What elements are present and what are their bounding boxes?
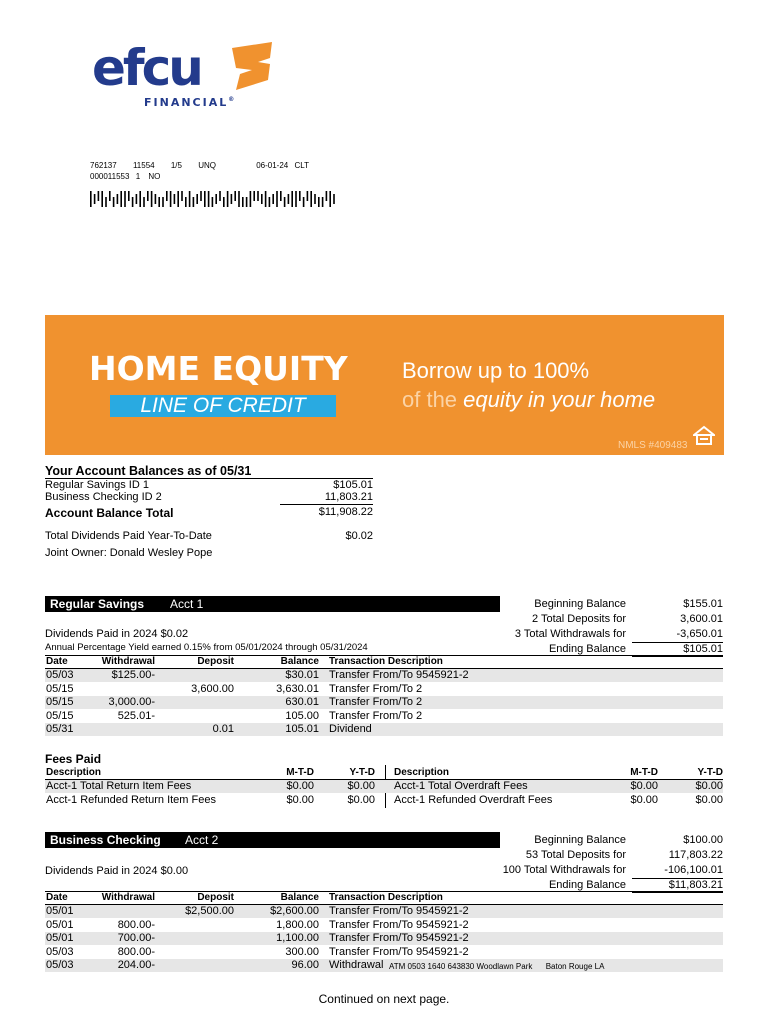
barcode-bar xyxy=(291,191,293,207)
fee-description: Acct-1 Total Return Item Fees xyxy=(46,780,192,792)
nmls-number: NMLS #409483 xyxy=(618,440,688,451)
barcode-bar xyxy=(124,191,126,207)
column-header: Y-T-D xyxy=(349,767,375,778)
home-equity-banner[interactable] xyxy=(45,315,724,467)
fee-description: Acct-1 Refunded Overdraft Fees xyxy=(394,794,553,806)
tx-balance: 1,100.00 xyxy=(276,932,319,945)
tx-balance: 105.00 xyxy=(285,709,319,722)
column-header: M-T-D xyxy=(630,767,658,778)
barcode-bar xyxy=(318,197,320,207)
savings-account-name: Regular Savings xyxy=(50,597,145,611)
column-header: Withdrawal xyxy=(101,892,155,903)
barcode-bar xyxy=(113,197,115,207)
tx-withdrawal: 204.00- xyxy=(117,959,155,972)
checking-dividends-paid: Dividends Paid in 2024 $0.00 xyxy=(45,865,189,877)
barcode-bar xyxy=(177,191,179,207)
column-header: Balance xyxy=(280,892,319,903)
column-header: Transaction Description xyxy=(329,892,443,903)
column-header: Description xyxy=(46,767,102,778)
tx-balance: 1,800.00 xyxy=(276,918,319,931)
balance-row-label: Regular Savings ID 1 xyxy=(45,479,149,491)
checking-account-name: Business Checking xyxy=(50,833,161,847)
barcode-bar xyxy=(310,191,312,207)
barcode-bar xyxy=(143,197,145,207)
barcode-bar xyxy=(269,197,271,207)
mail-code: 06-01-24 xyxy=(256,161,289,170)
tx-date: 05/15 xyxy=(46,696,74,709)
column-header: Y-T-D xyxy=(697,767,723,778)
summary-label: 2 Total Deposits for xyxy=(532,613,626,625)
balance-row-label: Business Checking ID 2 xyxy=(45,491,162,503)
barcode-bar xyxy=(196,194,198,204)
tx-withdrawal: 700.00- xyxy=(117,932,155,945)
barcode-bar xyxy=(128,191,130,201)
tx-date: 05/03 xyxy=(46,945,74,958)
tx-date: 05/15 xyxy=(46,709,74,722)
tx-description: Transfer From/To 9545921-2 xyxy=(329,945,469,958)
fees-title: Fees Paid xyxy=(45,752,102,766)
barcode-bar xyxy=(322,197,324,207)
banner-headline: HOME EQUITY xyxy=(89,349,348,388)
summary-value: 3,600.01 xyxy=(680,613,723,625)
barcode-bar xyxy=(272,194,274,204)
registered-mark: ® xyxy=(228,96,235,103)
tx-description: Transfer From/To 2 xyxy=(329,682,423,695)
balances-title: Your Account Balances as of 05/31 xyxy=(45,464,252,478)
continued-note: Continued on next page. xyxy=(318,992,450,1006)
barcode-bar xyxy=(166,191,168,201)
banner-line-2 xyxy=(402,387,655,413)
tx-date: 05/01 xyxy=(46,918,74,931)
barcode-bar xyxy=(234,191,236,201)
logo-subtitle xyxy=(144,96,234,109)
tx-description: Transfer From/To 9545921-2 xyxy=(329,905,469,917)
logo-sub-text: FINANCIAL xyxy=(144,96,229,109)
barcode-bar xyxy=(139,191,141,207)
barcode-bar xyxy=(208,191,210,207)
barcode-bar xyxy=(158,197,160,207)
barcode-bar xyxy=(246,197,248,207)
barcode-bar xyxy=(231,194,233,204)
tx-date: 05/01 xyxy=(46,905,74,917)
mail-code: 762137 xyxy=(90,161,117,170)
barcode-bar xyxy=(185,197,187,207)
barcode-bar xyxy=(303,197,305,207)
tx-description: Transfer From/To 2 xyxy=(329,696,423,709)
row-shade xyxy=(45,723,723,736)
logo-wordmark: efcu xyxy=(92,39,201,97)
barcode-bar xyxy=(242,197,244,207)
tx-balance: 630.01 xyxy=(285,696,319,709)
barcode-bar xyxy=(120,191,122,207)
dividends-ytd-label: Total Dividends Paid Year-To-Date xyxy=(45,530,212,542)
mail-code: 000011553 xyxy=(90,172,130,181)
barcode-bar xyxy=(299,191,301,201)
savings-account-number: Acct 1 xyxy=(170,597,204,611)
barcode-bar xyxy=(288,194,290,204)
fee-ytd: $0.00 xyxy=(695,794,723,806)
summary-label: 100 Total Withdrawals for xyxy=(502,864,626,876)
summary-label: 53 Total Deposits for xyxy=(525,849,626,861)
column-header: Deposit xyxy=(197,656,234,667)
barcode-bar xyxy=(219,191,221,201)
balance-row-value: 11,803.21 xyxy=(324,491,373,503)
barcode-bar xyxy=(151,191,153,207)
barcode-bar xyxy=(94,194,96,204)
barcode-bar xyxy=(170,191,172,207)
tx-withdrawal: $125.00- xyxy=(111,669,155,681)
summary-label: Beginning Balance xyxy=(534,834,626,846)
tx-deposit: 0.01 xyxy=(212,723,234,736)
mail-code: 1 xyxy=(135,172,141,181)
barcode-bar xyxy=(101,191,103,207)
summary-value: -106,100.01 xyxy=(664,864,723,876)
tx-balance: $30.01 xyxy=(285,669,319,681)
barcode-bar xyxy=(329,191,331,207)
equal-housing-lender-text: EQUAL HOUSING LENDER xyxy=(695,455,713,467)
summary-value: 117,803.22 xyxy=(668,849,723,861)
tx-withdrawal: 525.01- xyxy=(117,709,155,722)
subtotal-rule xyxy=(280,504,373,505)
barcode-bar xyxy=(189,191,191,207)
barcode-bar xyxy=(105,197,107,207)
barcode-bar xyxy=(212,197,214,207)
equal-housing-lender-icon xyxy=(693,425,717,467)
barcode-bar xyxy=(193,197,195,207)
savings-dividends-paid: Dividends Paid in 2024 $0.02 xyxy=(45,628,189,640)
barcode-bar xyxy=(215,194,217,204)
barcode-bar xyxy=(181,191,183,201)
tx-date: 05/03 xyxy=(46,669,74,681)
summary-label: Beginning Balance xyxy=(534,598,626,610)
tx-date: 05/03 xyxy=(46,959,74,972)
tx-withdrawal: 800.00- xyxy=(117,918,155,931)
banner-line-2-emphasis: equity in your home xyxy=(463,387,656,412)
barcode-bar xyxy=(227,191,229,207)
tx-deposit: $2,500.00 xyxy=(185,905,234,917)
barcode-bar xyxy=(136,194,138,204)
summary-label: Ending Balance xyxy=(548,879,626,891)
fee-mtd: $0.00 xyxy=(630,794,658,806)
barcode-bar xyxy=(204,191,206,207)
barcode-bar xyxy=(280,191,282,201)
column-header: Balance xyxy=(280,656,319,667)
flag-icon xyxy=(230,42,276,104)
mail-code: 11554 xyxy=(132,161,155,170)
barcode-bar xyxy=(326,191,328,201)
column-header: Deposit xyxy=(197,892,234,903)
tx-extra-detail: ATM 0503 1640 643830 Woodlawn Park Baton Rouge LA xyxy=(389,962,605,972)
tx-date: 05/01 xyxy=(46,932,74,945)
fee-mtd: $0.00 xyxy=(630,780,658,792)
column-header: Withdrawal xyxy=(101,656,155,667)
banner-subhead: LINE OF CREDIT xyxy=(110,395,336,417)
tx-description: Transfer From/To 9545921-2 xyxy=(329,669,469,681)
barcode-bar xyxy=(109,191,111,201)
tx-balance: 105.01 xyxy=(285,723,319,736)
fee-ytd: $0.00 xyxy=(347,780,375,792)
summary-rule xyxy=(632,878,723,879)
tx-balance: $2,600.00 xyxy=(270,905,319,917)
mail-code-line-2 xyxy=(90,172,160,182)
mail-code: NO xyxy=(148,172,161,181)
efcu-logo xyxy=(90,38,276,110)
barcode-bar xyxy=(200,191,202,201)
tx-balance: 300.00 xyxy=(285,945,319,958)
column-header: Date xyxy=(46,656,68,667)
column-header: Date xyxy=(46,892,68,903)
barcode-bar xyxy=(238,191,240,207)
barcode-bar xyxy=(90,191,92,207)
barcode-bar xyxy=(132,197,134,207)
mail-code: UNQ xyxy=(198,161,216,170)
tx-withdrawal: 800.00- xyxy=(117,945,155,958)
barcode-bar xyxy=(314,194,316,204)
barcode-bar xyxy=(174,194,176,204)
tx-date: 05/31 xyxy=(46,723,74,736)
summary-rule xyxy=(632,656,723,657)
tx-balance: 3,630.01 xyxy=(276,682,319,695)
barcode-bar xyxy=(307,191,309,201)
barcode-bar xyxy=(162,197,164,207)
dividends-ytd-value: $0.02 xyxy=(345,530,373,542)
summary-label: 3 Total Withdrawals for xyxy=(514,628,626,640)
fee-description: Acct-1 Total Overdraft Fees xyxy=(394,780,528,792)
barcode-bar xyxy=(253,191,255,201)
tx-description: Transfer From/To 9545921-2 xyxy=(329,932,469,945)
tx-balance: 96.00 xyxy=(291,959,319,972)
savings-apy: Annual Percentage Yield earned 0.15% from 05/01/2024 through 05/31/2024 xyxy=(45,642,368,653)
mail-code: CLT xyxy=(294,161,309,170)
barcode-bar xyxy=(295,191,297,207)
column-header: Transaction Description xyxy=(329,656,443,667)
summary-label: Ending Balance xyxy=(548,643,626,655)
barcode-bar xyxy=(265,191,267,207)
fee-ytd: $0.00 xyxy=(347,794,375,806)
fee-mtd: $0.00 xyxy=(286,794,314,806)
summary-value: $11,803.21 xyxy=(668,879,723,891)
barcode-bar xyxy=(147,191,149,201)
tx-deposit: 3,600.00 xyxy=(191,682,234,695)
tx-description: Withdrawal xyxy=(329,959,384,972)
barcode-bar xyxy=(333,194,335,204)
tx-description: Transfer From/To 9545921-2 xyxy=(329,918,469,931)
barcode-bar xyxy=(257,191,259,201)
summary-value: $105.01 xyxy=(683,643,723,655)
summary-rule xyxy=(632,642,723,643)
barcode-bar xyxy=(117,194,119,204)
account-balance-total-label: Account Balance Total xyxy=(45,506,174,520)
barcode-bar xyxy=(261,194,263,204)
column-header: Description xyxy=(394,767,450,778)
tx-description: Dividend xyxy=(329,723,372,736)
summary-value: $100.00 xyxy=(683,834,723,846)
barcode-bar xyxy=(250,191,252,207)
balance-row-value: $105.01 xyxy=(333,479,373,491)
fee-mtd: $0.00 xyxy=(286,780,314,792)
postal-barcode xyxy=(90,191,342,207)
fee-ytd: $0.00 xyxy=(695,780,723,792)
barcode-bar xyxy=(155,194,157,204)
summary-rule xyxy=(632,892,723,893)
checking-account-number: Acct 2 xyxy=(185,833,219,847)
banner-line-2-light: of the xyxy=(402,387,458,412)
barcode-bar xyxy=(223,197,225,207)
summary-value: -3,650.01 xyxy=(676,628,723,640)
mail-code-line-1 xyxy=(90,161,309,171)
account-balance-total-value: $11,908.22 xyxy=(318,506,373,518)
fee-description: Acct-1 Refunded Return Item Fees xyxy=(46,794,216,806)
banner-line-1: Borrow up to 100% xyxy=(402,358,590,383)
barcode-bar xyxy=(276,191,278,207)
tx-date: 05/15 xyxy=(46,682,74,695)
tx-withdrawal: 3,000.00- xyxy=(108,696,155,709)
barcode-bar xyxy=(98,191,100,201)
column-header: M-T-D xyxy=(286,767,314,778)
joint-owner: Joint Owner: Donald Wesley Pope xyxy=(45,547,213,559)
summary-value: $155.01 xyxy=(683,598,723,610)
mail-code: 1/5 xyxy=(170,161,182,170)
barcode-bar xyxy=(284,197,286,207)
tx-description: Transfer From/To 2 xyxy=(329,709,423,722)
